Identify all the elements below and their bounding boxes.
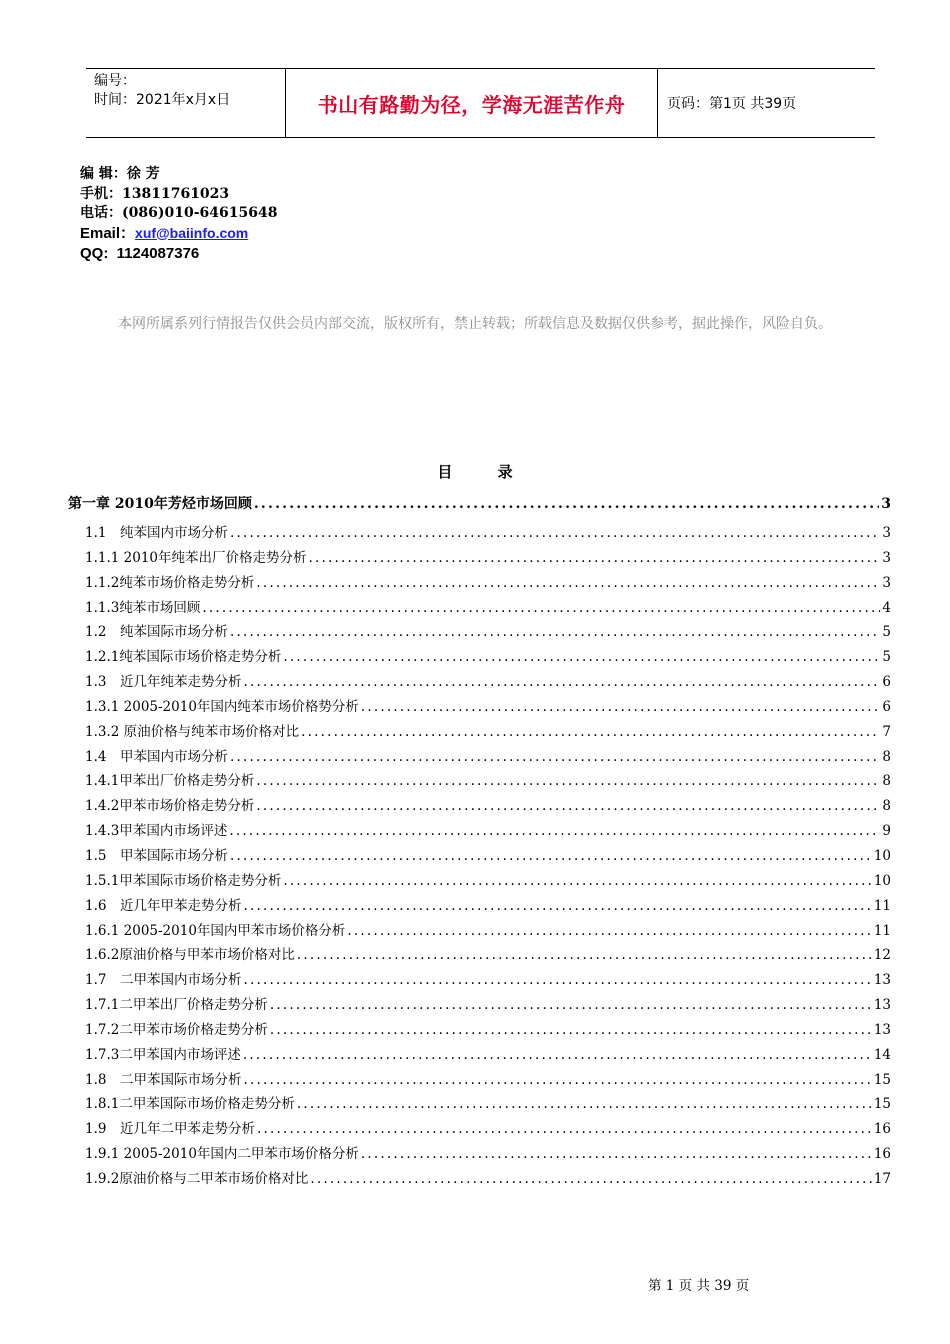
toc-entry-label: 1.3 近几年纯苯走势分析 <box>85 674 242 691</box>
toc-entry-label: 1.6.1 2005-2010年国内甲苯市场价格分析 <box>85 922 346 939</box>
toc-entry[interactable] <box>68 919 891 944</box>
toc-entry-page: 3 <box>881 496 891 512</box>
toc-entry-label: 1.8 二甲苯国际市场分析 <box>85 1071 242 1088</box>
toc-entry[interactable] <box>68 645 891 670</box>
toc-entry-page: 11 <box>873 897 891 914</box>
toc-entry-page: 16 <box>873 1121 891 1138</box>
toc-leader-dots <box>270 997 872 1013</box>
toc-entry-label: 1.4.2甲苯市场价格走势分析 <box>85 798 255 815</box>
toc-entry[interactable] <box>68 869 891 894</box>
toc-entry-page: 16 <box>873 1146 891 1163</box>
toc-leader-dots <box>243 898 871 914</box>
email-line <box>80 224 277 245</box>
toc-entry-page: 12 <box>873 947 891 964</box>
toc-entry-label: 1.7 二甲苯国内市场分析 <box>85 972 242 989</box>
toc-entry-label: 1.8.1二甲苯国际市场价格走势分析 <box>85 1096 295 1113</box>
qq-line: QQ: 1124087376 <box>80 245 200 262</box>
toc-entry-label: 1.4.3甲苯国内市场评述 <box>85 823 228 840</box>
toc-entry-label: 1.7.3二甲苯国内市场评述 <box>85 1046 241 1063</box>
toc-entry[interactable] <box>68 720 891 745</box>
toc-leader-dots <box>283 649 880 665</box>
toc-entry-label: 1.2.1纯苯国际市场价格走势分析 <box>85 649 282 666</box>
toc-leader-dots <box>297 947 872 963</box>
header-motto: 书山有路勤为径，学海无涯苦作舟 <box>285 69 658 137</box>
toc-entry[interactable] <box>68 794 891 819</box>
header-page-info: 页码：第1页 共39页 <box>667 96 797 112</box>
toc-entry-label: 1.2 纯苯国际市场分析 <box>85 624 228 641</box>
toc-leader-dots <box>230 749 880 765</box>
toc-chapter-entry[interactable] <box>68 493 891 521</box>
toc-leader-dots <box>243 972 871 988</box>
toc-leader-dots <box>256 575 880 591</box>
toc-entry-page: 3 <box>882 574 891 591</box>
toc-entry-page: 10 <box>873 872 891 889</box>
document-number-label: 编号： <box>94 73 136 89</box>
toc-entry-page: 6 <box>882 674 891 691</box>
toc-leader-dots <box>270 1022 872 1038</box>
toc-leader-dots <box>243 674 880 690</box>
toc-leader-dots <box>256 773 880 789</box>
toc-entry[interactable] <box>68 1117 891 1142</box>
toc-entry-page: 7 <box>882 723 891 740</box>
toc-entry-page: 5 <box>882 649 891 666</box>
toc-entry-page: 6 <box>882 698 891 715</box>
toc-entry[interactable] <box>68 670 891 695</box>
toc-entry-label: 1.7.1二甲苯出厂价格走势分析 <box>85 997 268 1014</box>
toc-entry[interactable] <box>68 968 891 993</box>
toc-leader-dots <box>230 848 872 864</box>
toc-entry-page: 13 <box>873 997 891 1014</box>
toc-entry-label: 第一章 2010年芳烃市场回顾 <box>68 496 252 512</box>
toc-entry-page: 5 <box>882 624 891 641</box>
toc-entry-page: 17 <box>873 1170 891 1187</box>
header-meta <box>86 69 285 137</box>
toc-entry[interactable] <box>68 1167 891 1192</box>
toc-entry[interactable] <box>68 769 891 794</box>
toc-entry-page: 11 <box>873 922 891 939</box>
toc-leader-dots <box>243 1072 871 1088</box>
toc-entry-label: 1.1.2纯苯市场价格走势分析 <box>85 574 255 591</box>
toc-entry-label: 1.1 纯苯国内市场分析 <box>85 525 228 541</box>
table-of-contents <box>68 493 891 1192</box>
toc-entry-page: 8 <box>882 748 891 765</box>
toc-entry[interactable] <box>68 844 891 869</box>
toc-leader-dots <box>243 1047 872 1063</box>
toc-entry-page: 10 <box>873 847 891 864</box>
toc-entry[interactable] <box>68 745 891 770</box>
toc-leader-dots <box>230 624 880 640</box>
toc-entry[interactable] <box>68 993 891 1018</box>
email-link[interactable]: xuf@baiinfo.com <box>135 224 249 241</box>
toc-entry-label: 1.6 近几年甲苯走势分析 <box>85 897 242 914</box>
toc-leader-dots <box>361 1146 872 1162</box>
toc-leader-dots <box>283 873 871 889</box>
toc-entry-label: 1.4.1甲苯出厂价格走势分析 <box>85 773 255 790</box>
toc-entry-label: 1.9.1 2005-2010年国内二甲苯市场价格分析 <box>85 1146 359 1163</box>
toc-entry-page: 14 <box>873 1046 891 1063</box>
toc-entry-page: 3 <box>882 549 891 566</box>
toc-entry[interactable] <box>68 546 891 571</box>
toc-leader-dots <box>297 1096 872 1112</box>
toc-entry[interactable] <box>68 1018 891 1043</box>
toc-entry-label: 1.9 近几年二甲苯走势分析 <box>85 1121 255 1138</box>
toc-leader-dots <box>254 496 879 512</box>
toc-entry-label: 1.5 甲苯国际市场分析 <box>85 847 228 864</box>
toc-leader-dots <box>230 525 880 541</box>
disclaimer-text: 本网所属系列行情报告仅供会员内部交流，版权所有，禁止转载；所载信息及数据仅供参考，据此操作，风险自负。 <box>118 316 832 332</box>
toc-entry[interactable] <box>68 571 891 596</box>
toc-entry[interactable] <box>68 894 891 919</box>
toc-entry[interactable] <box>68 1043 891 1068</box>
toc-entry[interactable] <box>68 1092 891 1117</box>
toc-entry-page: 15 <box>873 1071 891 1088</box>
toc-entry-page: 8 <box>882 798 891 815</box>
toc-leader-dots <box>310 1171 871 1187</box>
toc-entry[interactable] <box>68 819 891 844</box>
toc-entry-label: 1.9.2原油价格与二甲苯市场价格对比 <box>85 1170 309 1187</box>
toc-entry-label: 1.1.1 2010年纯苯出厂价格走势分析 <box>85 549 307 566</box>
mobile-line: 手机：13811761023 <box>80 185 230 202</box>
toc-entry[interactable] <box>68 620 891 645</box>
toc-leader-dots <box>256 798 880 814</box>
toc-entry[interactable] <box>68 521 891 546</box>
toc-entry-label: 1.3.1 2005-2010年国内纯苯市场价格势分析 <box>85 698 359 715</box>
toc-entry-page: 8 <box>882 773 891 790</box>
document-header <box>86 68 875 138</box>
toc-leader-dots <box>301 724 880 740</box>
toc-entry[interactable] <box>68 695 891 720</box>
contact-block <box>80 165 277 264</box>
toc-entry-label: 1.7.2二甲苯市场价格走势分析 <box>85 1021 268 1038</box>
toc-entry[interactable] <box>68 1068 891 1093</box>
toc-entry[interactable] <box>68 1142 891 1167</box>
toc-entry-label: 1.5.1甲苯国际市场价格走势分析 <box>85 872 282 889</box>
toc-entry-label: 1.6.2原油价格与甲苯市场价格对比 <box>85 947 295 964</box>
email-label: Email： <box>80 224 136 242</box>
toc-leader-dots <box>309 550 881 566</box>
toc-title: 目 录 <box>437 463 533 481</box>
toc-entry-label: 1.4 甲苯国内市场分析 <box>85 748 228 765</box>
document-time: 时间：2021年x月x日 <box>94 92 231 108</box>
page-footer: 第 1 页 共 39 页 <box>648 1278 750 1294</box>
toc-leader-dots <box>257 1121 872 1137</box>
toc-entry-page: 15 <box>873 1096 891 1113</box>
toc-entry[interactable] <box>68 943 891 968</box>
toc-entry-page: 13 <box>873 1021 891 1038</box>
toc-entry-label: 1.3.2 原油价格与纯苯市场价格对比 <box>85 723 300 740</box>
toc-leader-dots <box>202 600 880 616</box>
toc-leader-dots <box>361 699 880 715</box>
toc-entry[interactable] <box>68 596 891 621</box>
editor-line: 编 辑：徐 芳 <box>80 166 160 182</box>
toc-entry-page: 4 <box>882 599 891 616</box>
toc-entry-label: 1.1.3纯苯市场回顾 <box>85 599 201 616</box>
toc-leader-dots <box>229 823 880 839</box>
toc-entry-page: 3 <box>882 525 891 541</box>
toc-entry-page: 13 <box>873 972 891 989</box>
phone-line: 电话：(086)010-64615648 <box>80 205 278 221</box>
toc-entry-page: 9 <box>882 823 891 840</box>
toc-leader-dots <box>347 923 871 939</box>
